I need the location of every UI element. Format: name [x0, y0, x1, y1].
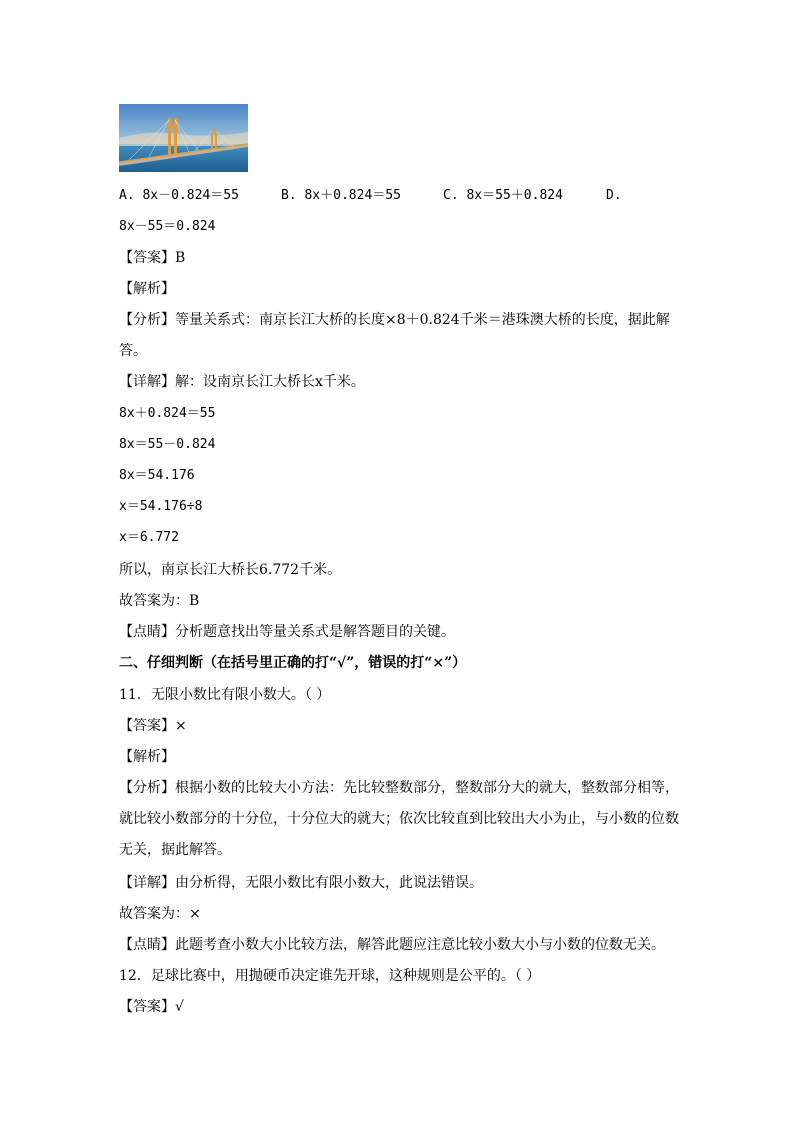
key-point-note: 【点睛】分析题意找出等量关系式是解答题目的关键。 — [119, 624, 455, 640]
option-a: A. 8x－0.824＝55 — [119, 188, 239, 203]
question-12: 12．足球比赛中，用抛硬币决定谁先开球，这种规则是公平的。（ ） — [119, 968, 541, 984]
bridge-photo — [119, 104, 248, 172]
analysis-heading: 【解析】 — [119, 281, 175, 297]
conclusion-text: 所以，南京长江大桥长6.772千米。 — [119, 562, 342, 578]
option-b: B. 8x＋0.824＝55 — [281, 188, 401, 203]
key-point-note: 【点睛】此题考查小数大小比较方法，解答此题应注意比较小数大小与小数的位数无关。 — [119, 937, 665, 953]
analysis-heading: 【解析】 — [119, 749, 175, 765]
answer-label: 【答案】B — [119, 250, 186, 266]
final-answer: 故答案为：× — [119, 906, 201, 922]
analysis-paragraph: 【分析】等量关系式：南京长江大桥的长度×8＋0.824千米＝港珠澳大桥的长度，据此解答。 — [119, 312, 670, 359]
bridge-photo-image — [119, 104, 248, 172]
answer-label: 【答案】× — [119, 718, 187, 734]
equation-step: x＝6.772 — [119, 530, 179, 545]
detail-paragraph: 【详解】解：设南京长江大桥长x千米。 — [119, 374, 365, 390]
equation-step: x＝54.176÷8 — [119, 499, 203, 514]
equation-step: 8x＋0.824＝55 — [119, 406, 216, 421]
option-c: C. 8x＝55＋0.824 — [443, 188, 563, 203]
answer-label: 【答案】√ — [119, 999, 184, 1015]
equation-step: 8x＝54.176 — [119, 468, 195, 483]
equation-step: 8x＝55－0.824 — [119, 437, 216, 452]
detail-paragraph: 【详解】由分析得，无限小数比有限小数大，此说法错误。 — [119, 875, 483, 891]
final-answer: 故答案为：B — [119, 593, 200, 609]
option-d-label: D. — [606, 188, 622, 203]
option-d-expression: 8x－55＝0.824 — [119, 219, 216, 234]
analysis-paragraph: 【分析】根据小数的比较大小方法：先比较整数部分，整数部分大的就大，整数部分相等，就比较小数部分的十分位，十分位大的就大；依次比较直到比较出大小为止，与小数的位数无关，据此解答。 — [119, 780, 679, 858]
question-11: 11．无限小数比有限小数大。（ ） — [119, 687, 331, 703]
section-heading: 二、仔细判断（在括号里正确的打“√”，错误的打“×”） — [119, 655, 467, 671]
